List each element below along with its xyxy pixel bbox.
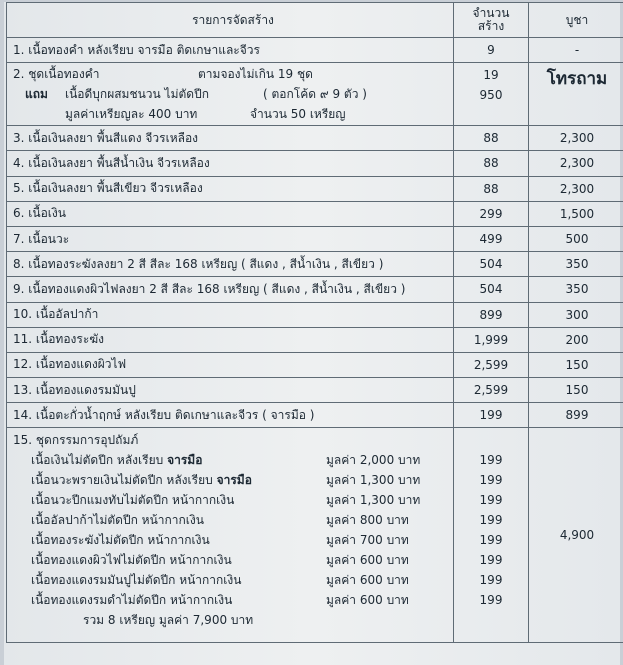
row2-line2-label: แถม: [25, 87, 48, 102]
item-qty: 199: [479, 593, 503, 608]
row-price: 2,300: [529, 176, 623, 201]
row-qty: 88: [454, 176, 529, 201]
header-price: บูชา: [529, 3, 623, 38]
table-row: [7, 302, 623, 327]
row-name: 8. เนื้อทองระฆังลงยา 2 สี สีละ 168 เหรียญ ( สีแดง , สีน้ำเงิน , สีเขียว ): [7, 252, 454, 277]
item-qty: 199: [479, 553, 503, 568]
row2-price: [529, 63, 623, 126]
item-bold: จารมือ: [216, 473, 252, 488]
item-name: เนื้อทองแดงผิวไฟไม่ตัดปีก หน้ากากเงิน: [31, 553, 232, 568]
row2-line2-name: เนื้อดีบุกผสมชนวน ไม่ตัดปีก: [65, 87, 209, 102]
row-name: 4. เนื้อเงินลงยา พื้นสีน้ำเงิน จีวรเหลือง: [7, 151, 454, 176]
table-row: [7, 327, 623, 352]
list-item: [13, 470, 453, 490]
item-bold: จารมือ: [167, 453, 203, 468]
row-qty: 899: [454, 302, 529, 327]
row-name: 12. เนื้อทองแดงผิวไฟ: [7, 352, 454, 377]
row2-line3-b: จำนวน 50 เหรียญ: [250, 107, 346, 122]
row-qty: 299: [454, 201, 529, 226]
table-row: [7, 403, 623, 428]
table-row: [7, 226, 623, 251]
header-qty-line2: สร้าง: [477, 19, 505, 33]
table-row: [7, 252, 623, 277]
table-row: [7, 151, 623, 176]
item-value: มูลค่า 1,300 บาท: [326, 493, 421, 508]
item-value: มูลค่า 700 บาท: [326, 533, 409, 548]
item-value: มูลค่า 600 บาท: [326, 573, 409, 588]
item-value: มูลค่า 1,300 บาท: [326, 473, 421, 488]
header-qty-line1: จำนวน: [472, 6, 510, 20]
item-name: เนื้อทองระฆังไม่ตัดปีก หน้ากากเงิน: [31, 533, 210, 548]
row-qty: 199: [454, 403, 529, 428]
row-qty: 2,599: [454, 378, 529, 403]
row15-qty: [454, 428, 529, 643]
list-item: [13, 590, 453, 610]
item-qty: 199: [479, 453, 503, 468]
item-value: มูลค่า 2,000 บาท: [326, 453, 421, 468]
price-table: [6, 2, 623, 643]
list-item: [13, 450, 453, 470]
table-row: [7, 126, 623, 151]
row-qty: 2,599: [454, 352, 529, 377]
item-qty: 199: [479, 493, 503, 508]
row2-line2-qty: 950: [479, 88, 503, 103]
item-name: เนื้อทองแดงรมมันปูไม่ตัดปีก หน้ากากเงิน: [31, 573, 242, 588]
row-name: 7. เนื้อนวะ: [7, 226, 454, 251]
table-row: [7, 176, 623, 201]
item-value: มูลค่า 600 บาท: [326, 553, 409, 568]
row-name: 14. เนื้อตะกั่วน้ำฤกษ์ หลังเรียบ ติดเกษาและจีวร ( จารมือ ): [7, 403, 454, 428]
row15-name: [7, 428, 454, 643]
list-item: [13, 570, 453, 590]
item-name: เนื้อทองแดงรมดำไม่ตัดปีก หน้ากากเงิน: [31, 593, 233, 608]
row-name: 1. เนื้อทองคำ หลังเรียบ จารมือ ติดเกษาและจีวร: [7, 38, 454, 63]
row-qty: 504: [454, 252, 529, 277]
row15-price: 4,900: [529, 428, 623, 643]
row-price: 200: [529, 327, 623, 352]
row2-line2-note: ( ตอกโค้ด ๙ 9 ตัว ): [263, 87, 367, 102]
table-row: [7, 378, 623, 403]
table-row: [7, 38, 623, 63]
row-name: 3. เนื้อเงินลงยา พื้นสีแดง จีวรเหลือง: [7, 126, 454, 151]
list-item: [13, 530, 453, 550]
row2-line1-qty: 19: [483, 68, 499, 83]
table-row-15: [7, 428, 623, 643]
item-value: มูลค่า 600 บาท: [326, 593, 409, 608]
row-price: 1,500: [529, 201, 623, 226]
item-qty: 199: [479, 533, 503, 548]
row-name: 6. เนื้อเงิน: [7, 201, 454, 226]
item-name: เนื้อนวะพรายเงินไม่ตัดปีก หลังเรียบ: [31, 473, 213, 488]
row-price: -: [529, 38, 623, 63]
header-item: รายการจัดสร้าง: [7, 3, 454, 38]
row-qty: 499: [454, 226, 529, 251]
item-qty: 199: [479, 473, 503, 488]
row-qty: 9: [454, 38, 529, 63]
row15-total: รวม 8 เหรียญ มูลค่า 7,900 บาท: [83, 613, 254, 628]
row2-price-text: โทรถาม: [546, 69, 608, 90]
row-name: 11. เนื้อทองระฆัง: [7, 327, 454, 352]
row2-qty: [454, 63, 529, 126]
row-qty: 1,999: [454, 327, 529, 352]
row2-line3-a: มูลค่าเหรียญละ 400 บาท: [65, 107, 198, 122]
row-qty: 88: [454, 126, 529, 151]
row-price: 350: [529, 252, 623, 277]
row-price: 2,300: [529, 151, 623, 176]
list-item: [13, 510, 453, 530]
table-row: [7, 201, 623, 226]
row-price: 2,300: [529, 126, 623, 151]
table-row: [7, 352, 623, 377]
price-sheet: [4, 2, 620, 665]
row2-line1-note: ตามจองไม่เกิน 19 ชุด: [198, 67, 313, 82]
row-name: 10. เนื้ออัลปาก้า: [7, 302, 454, 327]
row-price: 150: [529, 378, 623, 403]
row-price: 350: [529, 277, 623, 302]
row-price: 899: [529, 403, 623, 428]
row-price: 500: [529, 226, 623, 251]
item-qty: 199: [479, 573, 503, 588]
item-name: เนื้อนวะปีกแมงทับไม่ตัดปีก หน้ากากเงิน: [31, 493, 235, 508]
item-qty: 199: [479, 513, 503, 528]
item-value: มูลค่า 800 บาท: [326, 513, 409, 528]
item-name: เนื้อเงินไม่ตัดปีก หลังเรียบ: [31, 453, 164, 468]
row2-line1-name: 2. ชุดเนื้อทองคำ: [13, 67, 100, 82]
item-name: เนื้ออัลปาก้าไม่ตัดปีก หน้ากากเงิน: [31, 513, 204, 528]
row-qty: 88: [454, 151, 529, 176]
row-name: 9. เนื้อทองแดงผิวไฟลงยา 2 สี สีละ 168 เหรียญ ( สีแดง , สีน้ำเงิน , สีเขียว ): [7, 277, 454, 302]
row-qty: 504: [454, 277, 529, 302]
list-item: [13, 490, 453, 510]
list-item: [13, 550, 453, 570]
row-name: 13. เนื้อทองแดงรมมันปู: [7, 378, 454, 403]
row-name: 5. เนื้อเงินลงยา พื้นสีเขียว จีวรเหลือง: [7, 176, 454, 201]
row-price: 300: [529, 302, 623, 327]
row15-title: 15. ชุดกรรมการอุปถัมภ์: [13, 433, 139, 448]
table-row: [7, 277, 623, 302]
row2-name: [7, 63, 454, 126]
header-qty: [454, 3, 529, 38]
table-row-2: [7, 63, 623, 126]
row-price: 150: [529, 352, 623, 377]
